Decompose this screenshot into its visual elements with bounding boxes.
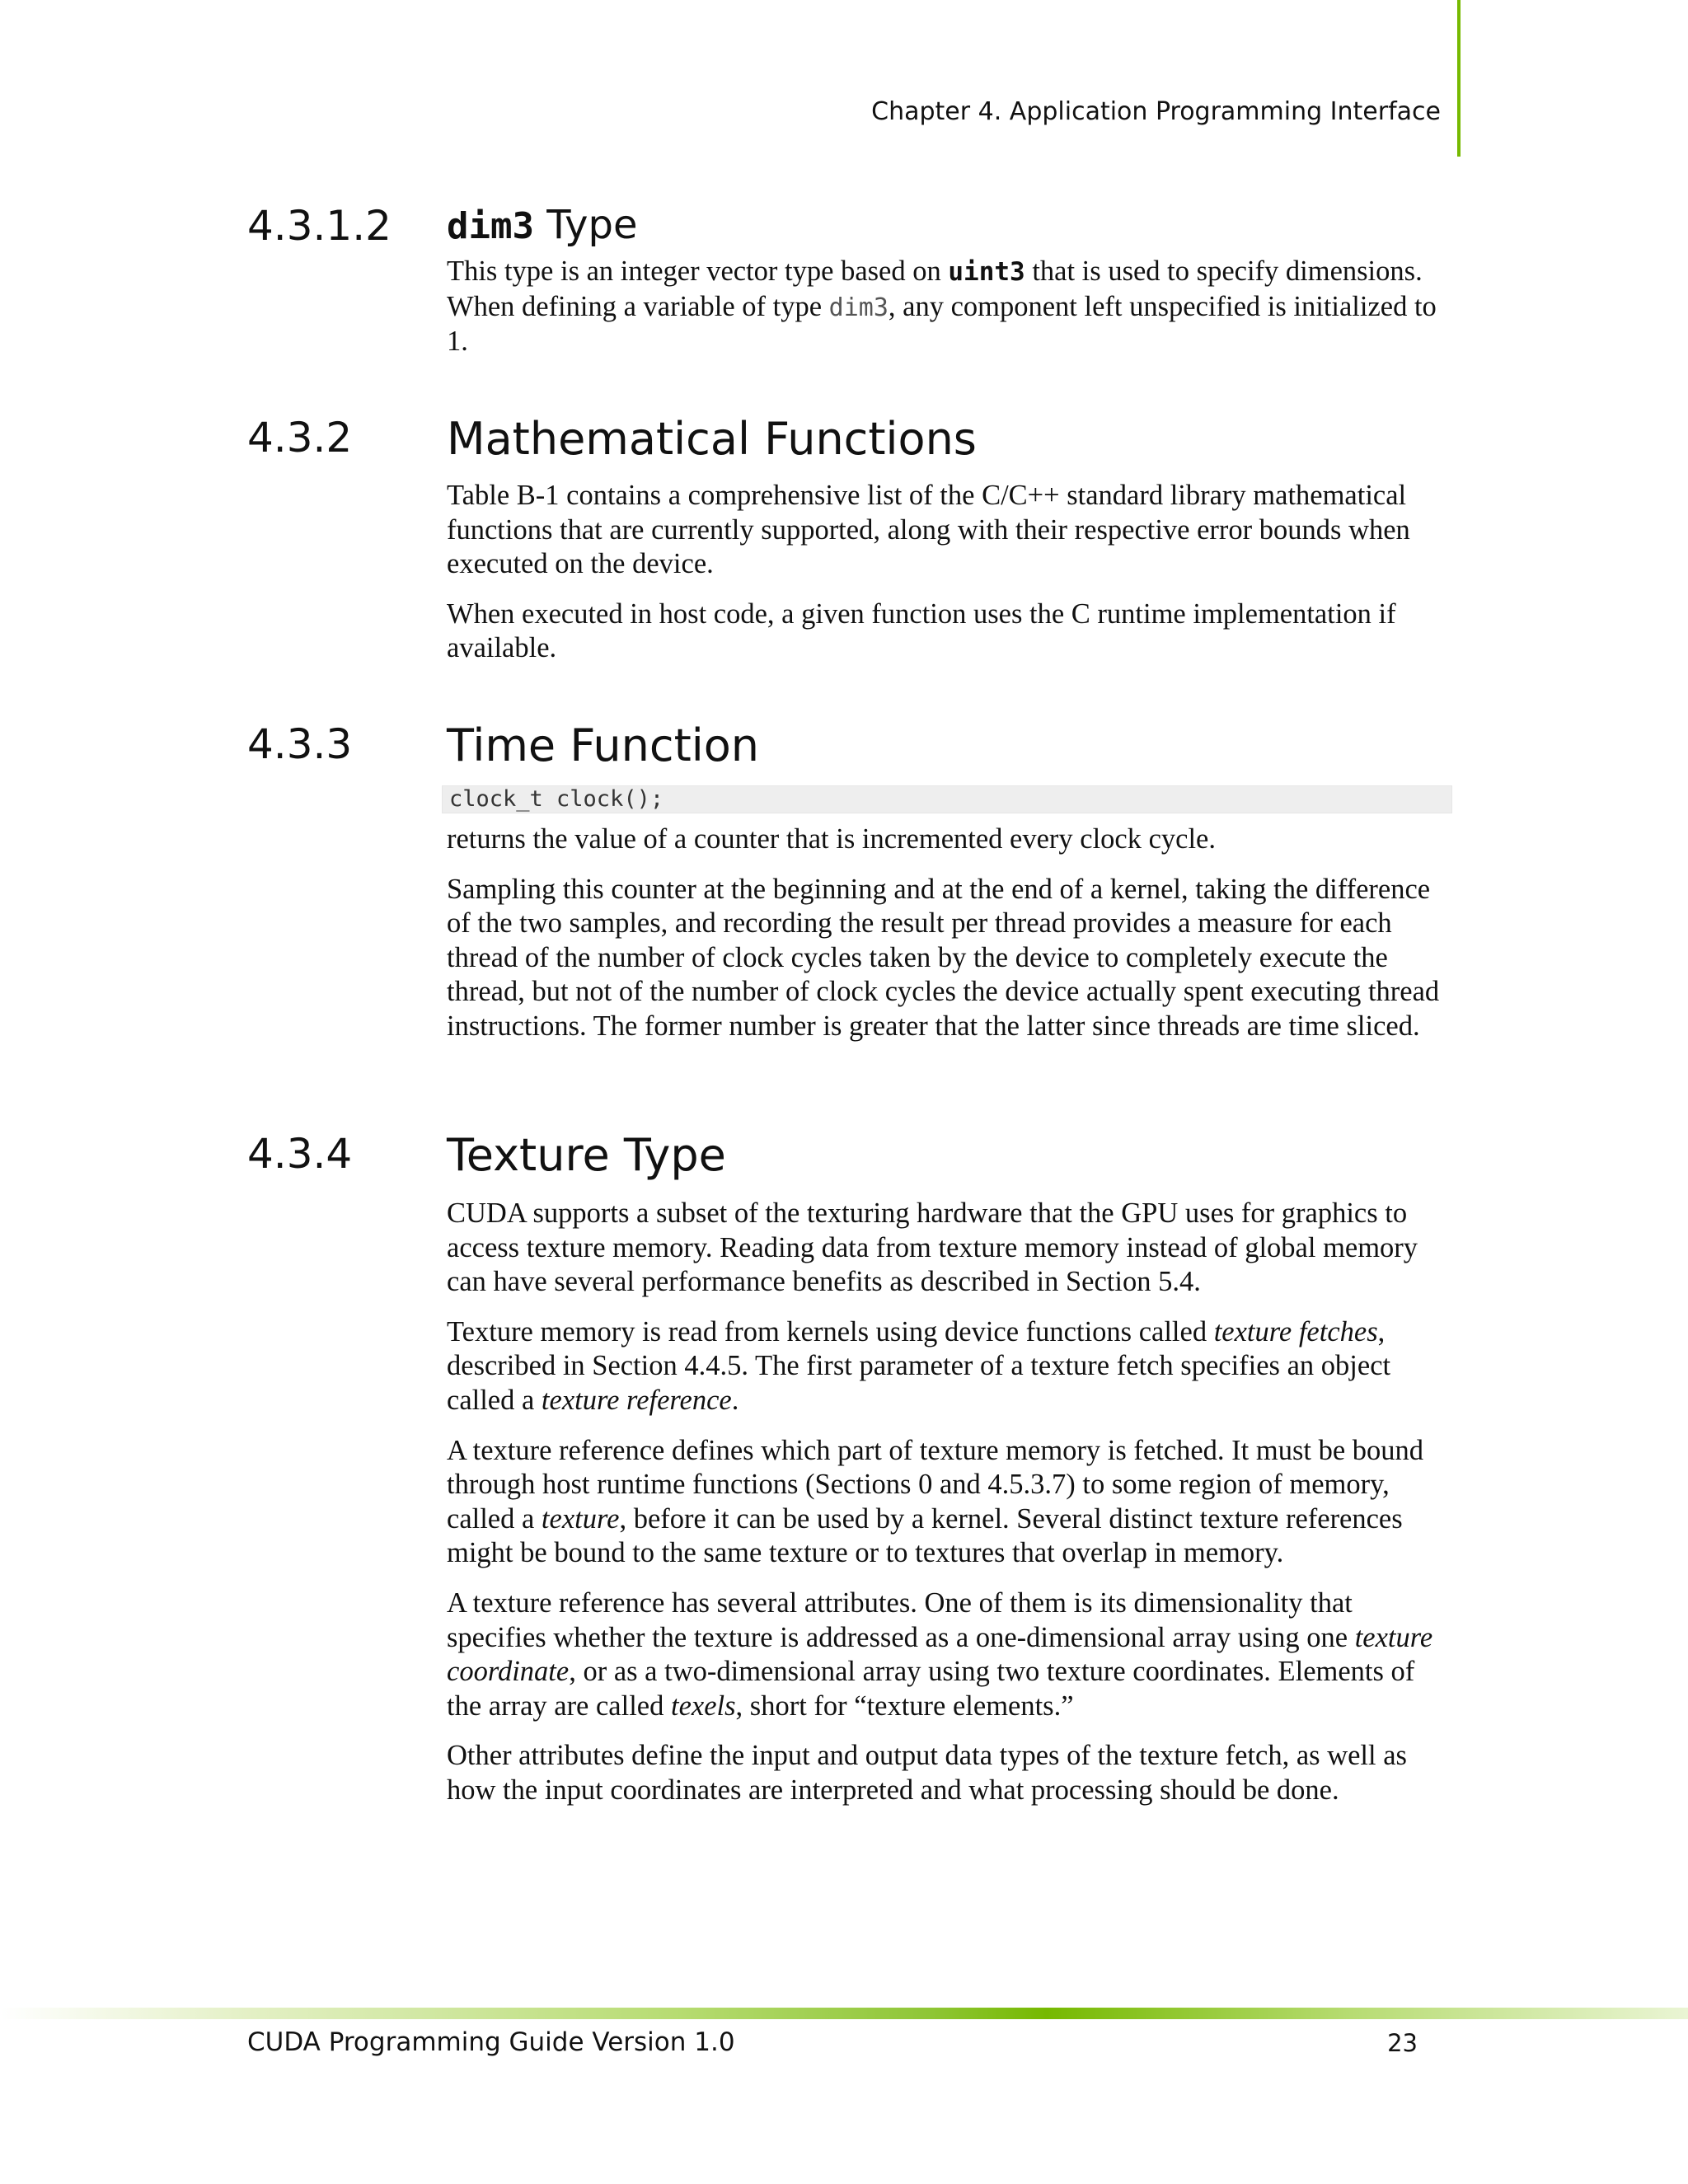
paragraph: Table B-1 contains a comprehensive list of the C/C++ standard library mathematical functions that are currently supported, along with their respective error bounds when executed on the device. xyxy=(447,480,1410,580)
footer-title: CUDA Programming Guide Version 1.0 xyxy=(247,2027,735,2057)
section-title: Time Function xyxy=(447,719,760,771)
text-run: , or as a two-dimensional array using two texture coordinates. Elements of the array are called xyxy=(447,1656,1415,1722)
text-run: , described in Section 4.4.5. The first parameter of a texture fetch specifies an object called a xyxy=(447,1315,1391,1416)
paragraph xyxy=(447,255,1444,359)
paragraph xyxy=(447,1315,1444,1418)
text-run: , any component left unspecified is initialized to 1. xyxy=(447,290,1437,358)
paragraph xyxy=(447,1586,1444,1723)
section-number: 4.3.1.2 xyxy=(247,202,392,250)
paragraph: CUDA supports a subset of the texturing hardware that the GPU uses for graphics to access texture memory. Reading data from texture memory instead of global memory can have several performance benefits as described in Section 5.4. xyxy=(447,1197,1418,1298)
emphasis: texture reference xyxy=(541,1384,732,1416)
section-number: 4.3.3 xyxy=(247,720,353,768)
text-run: , short for “texture elements.” xyxy=(735,1690,1074,1722)
emphasis: texture coordinate xyxy=(447,1621,1433,1688)
header-accent-rule xyxy=(1457,0,1461,157)
section-4-3-4-body xyxy=(447,1197,1444,1824)
section-number: 4.3.2 xyxy=(247,414,353,462)
section-4-3-3-body xyxy=(447,823,1444,1060)
paragraph xyxy=(447,1434,1444,1571)
emphasis: texture xyxy=(541,1502,620,1535)
text-run: , before it can be used by a kernel. Several distinct texture references might be bound to the same texture or to textures that overlap in memory. xyxy=(447,1502,1403,1569)
text-run: that is used to specify dimensions. When defining a variable of type xyxy=(447,255,1423,322)
section-title-text: Type xyxy=(533,202,638,248)
text-run: A texture reference has several attributes. One of them is its dimensionality that specifies whether the texture is addressed as a one-dimensional array using one xyxy=(447,1586,1355,1653)
text-run: This type is an integer vector type based on xyxy=(447,255,949,287)
section-title: Mathematical Functions xyxy=(447,413,977,465)
inline-code: dim3 xyxy=(828,293,889,322)
text-run: Texture memory is read from kernels using device functions called xyxy=(447,1315,1214,1347)
section-title xyxy=(447,202,638,248)
emphasis: texture fetches xyxy=(1213,1315,1378,1347)
code-block: clock_t clock(); xyxy=(442,785,1452,813)
emphasis: texels xyxy=(670,1690,736,1722)
section-title: Texture Type xyxy=(447,1129,726,1181)
section-4-3-1-2-body xyxy=(447,255,1444,375)
text-run: . xyxy=(731,1384,739,1416)
paragraph: returns the value of a counter that is incremented every clock cycle. xyxy=(447,823,1216,855)
paragraph: Sampling this counter at the beginning and at the end of a kernel, taking the difference of the two samples, and recording the result per thread provides a measure for each thread of the number of clock cycles taken by the device to completely execute the thread, but not of the number of clock cycles the device actually spent executing thread instructions. The former number is greater that the latter since threads are time sliced. xyxy=(447,873,1440,1042)
page-number: 23 xyxy=(1387,2029,1418,2057)
section-title-code: dim3 xyxy=(447,205,534,247)
text-run: A texture reference defines which part of texture memory is fetched. It must be bound through host runtime functions (Sections 0 and 4.5.3.7) to some region of memory, called a xyxy=(447,1434,1424,1535)
inline-code: uint3 xyxy=(948,257,1025,287)
footer-accent-bar xyxy=(0,2008,1688,2019)
paragraph: Other attributes define the input and output data types of the texture fetch, as well as how the input coordinates are interpreted and what processing should be done. xyxy=(447,1740,1407,1806)
section-4-3-2-body xyxy=(447,479,1444,682)
section-number: 4.3.4 xyxy=(247,1130,353,1178)
paragraph: When executed in host code, a given function uses the C runtime implementation if available. xyxy=(447,598,1396,664)
running-header: Chapter 4. Application Programming Interface xyxy=(871,97,1441,126)
